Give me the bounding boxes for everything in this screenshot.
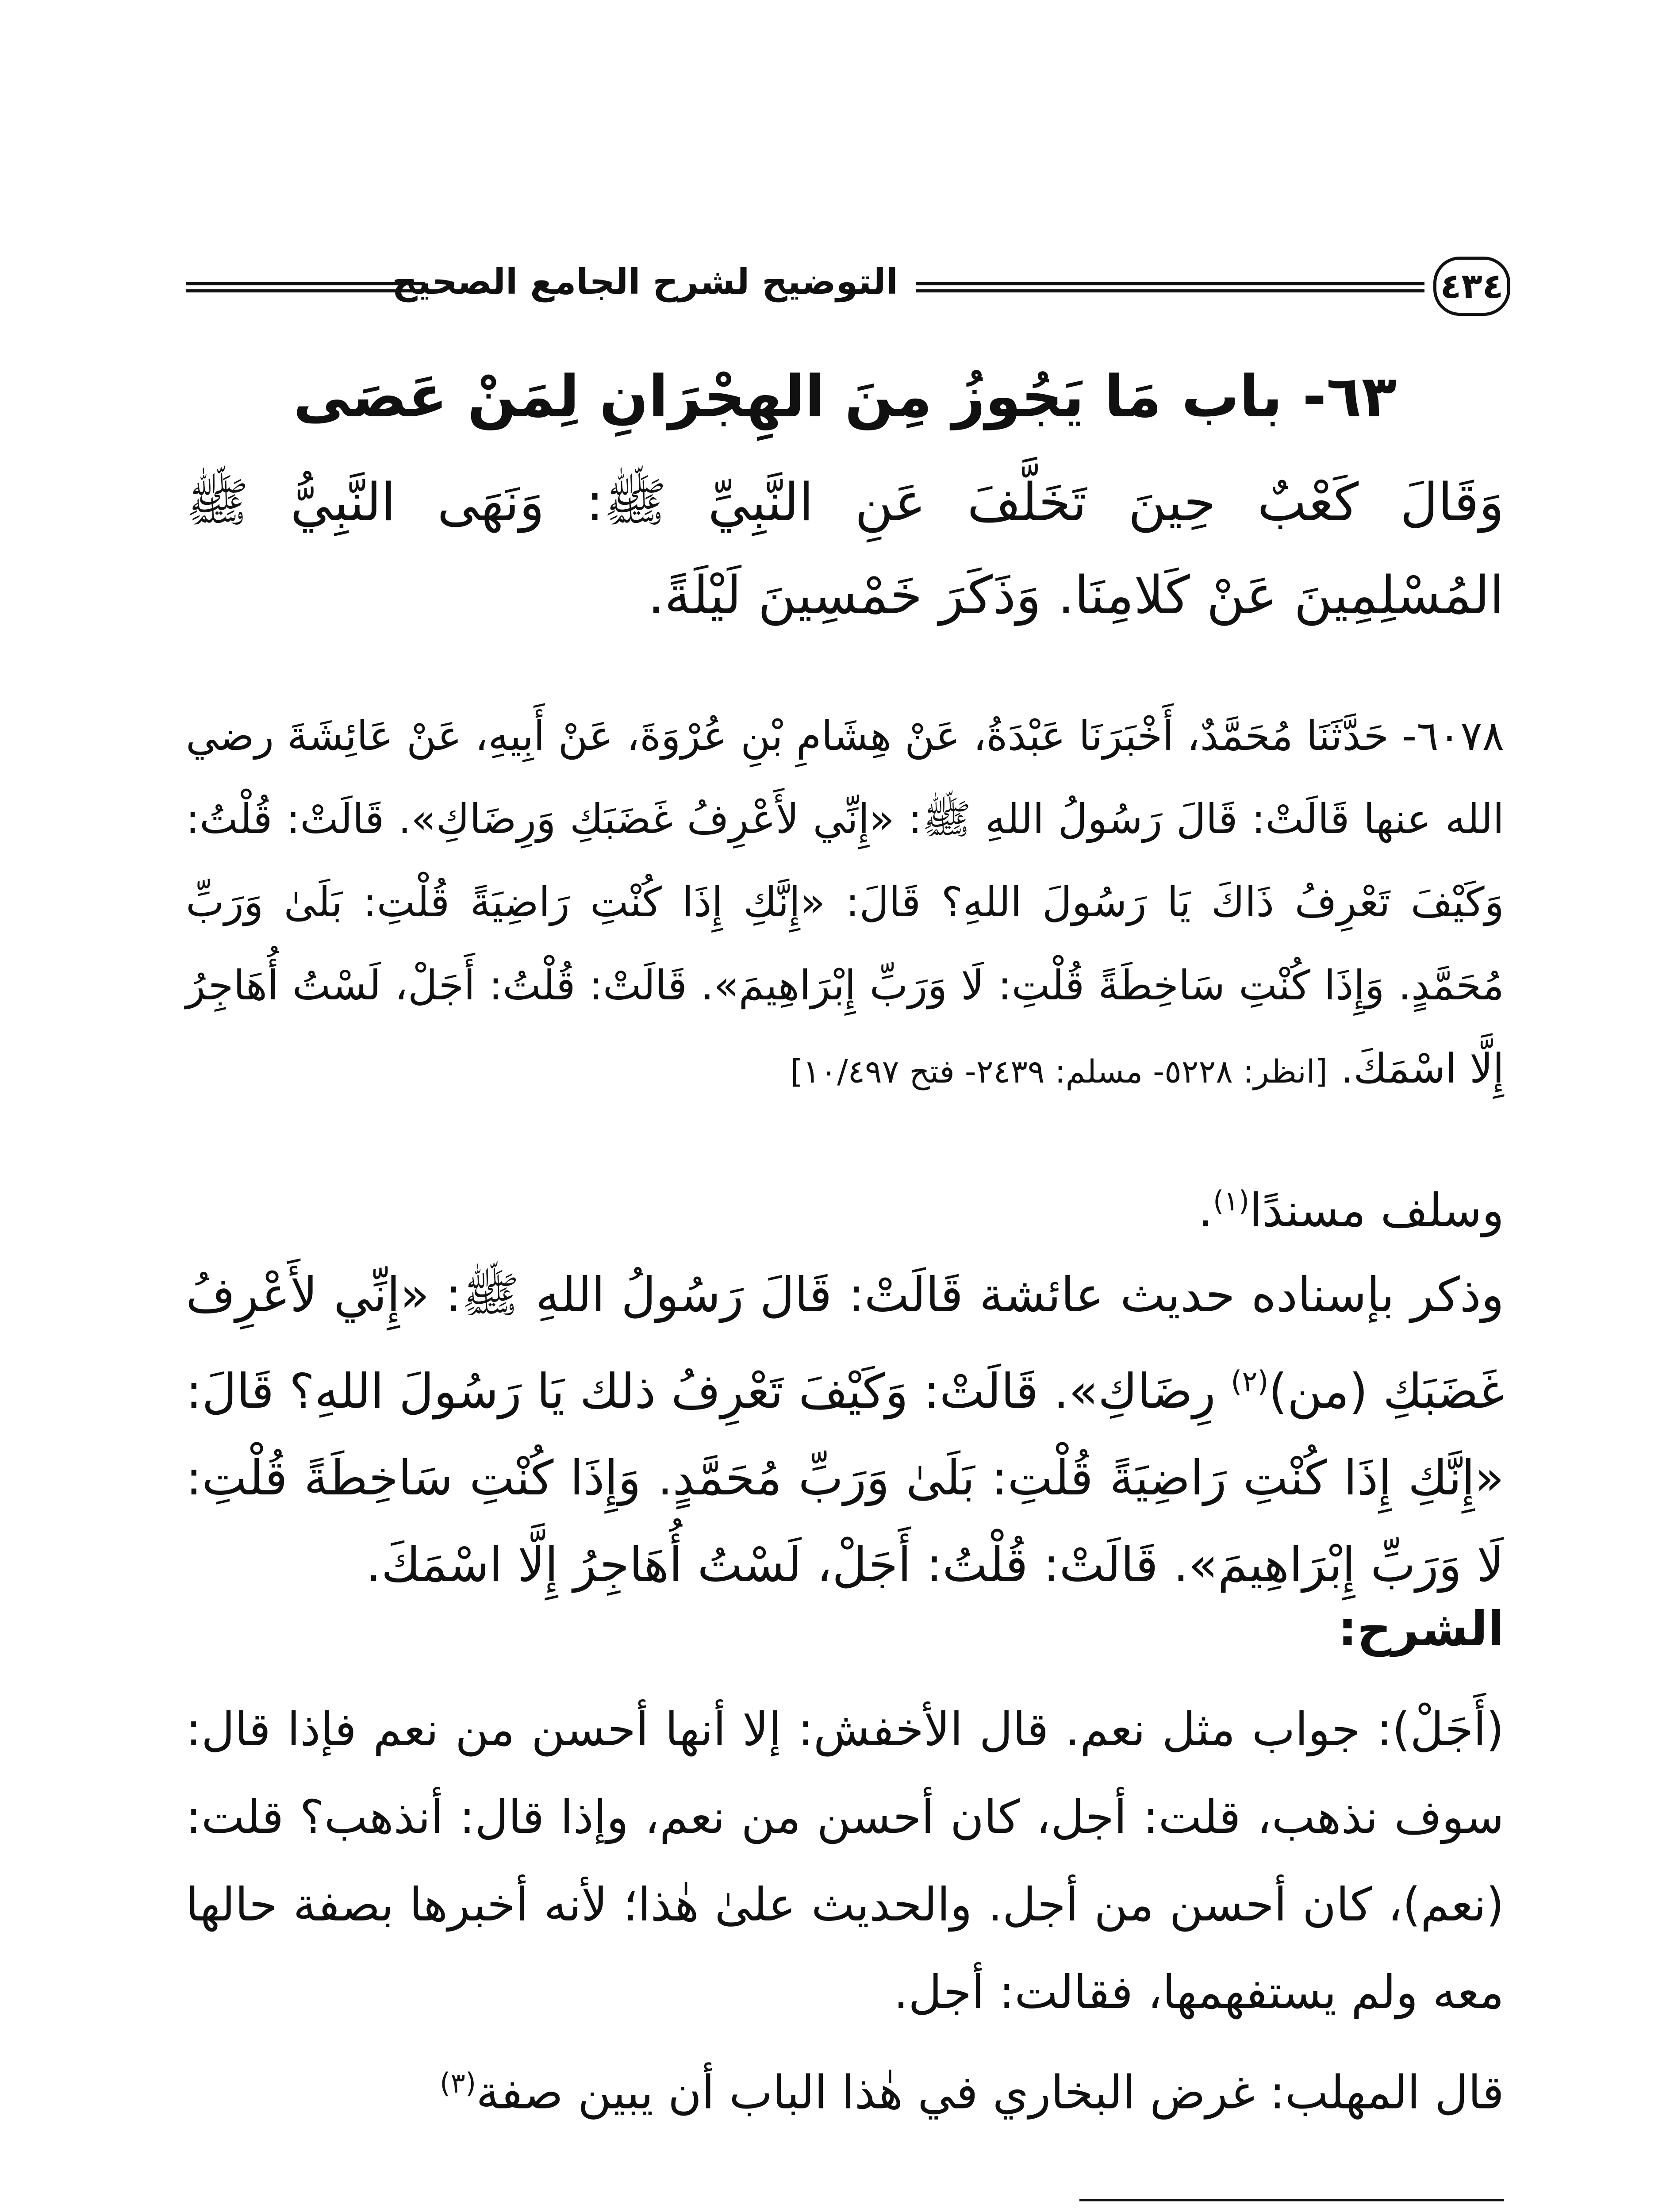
muhallab-paragraph — [186, 2039, 1504, 2136]
page-number: ٤٣٤ — [1433, 257, 1510, 316]
salaf-end: . — [1198, 1183, 1213, 1237]
running-header — [186, 257, 1504, 319]
sharh-paragraph: (أَجَلْ): جواب مثل نعم. قال الأخفش: إلا أنها أحسن من نعم فإذا قال: سوف نذهب، قلت: أجل، كان أحسن من نعم، وإذا قال: أنذهب؟ قلت: (نعم)، كان أحسن من أجل. والحديث علىٰ هٰذا؛ لأنه أخبرها بصفة حالها معه ولم يستفهمها، فقالت: أجل. — [186, 1702, 1504, 2019]
header-rule-right — [916, 282, 1424, 292]
hadith-text: ٦٠٧٨- حَدَّثَنَا مُحَمَّدٌ، أَخْبَرَنَا عَبْدَةُ، عَنْ هِشَامِ بْنِ عُرْوَةَ، عَنْ أَبِيهِ، عَنْ عَائِشَةَ رضي الله عنها قَالَتْ: قَالَ رَسُولُ اللهِ ﷺ: «إِنِّي لأَعْرِفُ غَضَبَكِ وَرِضَاكِ». قَالَتْ: قُلْتُ: وَكَيْفَ تَعْرِفُ ذَاكَ يَا رَسُولَ اللهِ؟ قَالَ: «إِنَّكِ إِذَا كُنْتِ رَاضِيَةً قُلْتِ: بَلَىٰ وَرَبِّ مُحَمَّدٍ. وَإِذَا كُنْتِ سَاخِطَةً قُلْتِ: لَا وَرَبِّ إِبْرَاهِيمَ». قَالَتْ: قُلْتُ: أَجَلْ، لَسْتُ أُهَاجِرُ إِلَّا اسْمَكَ. — [186, 712, 1504, 1092]
dhikr-text-2: رِضَاكِ». قَالَتْ: وَكَيْفَ تَعْرِفُ ذلك يَا رَسُولَ اللهِ؟ قَالَ: «إِنَّكِ إِذَا كُنْتِ رَاضِيَةً قُلْتِ: بَلَىٰ وَرَبِّ مُحَمَّدٍ. وَإِذَا كُنْتِ سَاخِطَةً قُلْتِ: لَا وَرَبِّ إِبْرَاهِيمَ». قَالَتْ: قُلْتُ: أَجَلْ، لَسْتُ أُهَاجِرُ إِلَّا اسْمَكَ. — [186, 1364, 1504, 1593]
header-rule-left — [186, 282, 425, 292]
sharh-heading: الشرح: — [1338, 1601, 1504, 1657]
footnote-marker-1: (١) — [1213, 1185, 1250, 1217]
muhallab-text: قال المهلب: غرض البخاري في هٰذا الباب أن يبين صفة — [476, 2065, 1504, 2120]
footnote-divider — [1079, 2199, 1504, 2201]
dhikr-paragraph — [186, 1252, 1504, 1609]
chapter-intro: وَقَالَ كَعْبٌ حِينَ تَخَلَّفَ عَنِ النَّبِيِّ ﷺ: وَنَهَى النَّبِيُّ ﷺ المُسْلِمِينَ عَنْ كَلامِنَا. وَذَكَرَ خَمْسِينَ لَيْلَةً. — [186, 472, 1504, 626]
hadith-reference: [انظر: ٥٢٢٨- مسلم: ٢٤٣٩- فتح ١٠/٤٩٧] — [790, 1053, 1328, 1090]
chapter-title: ٦٣- باب مَا يَجُوزُ مِنَ الهِجْرَانِ لِمَنْ عَصَى — [293, 363, 1397, 430]
book-title: التوضيح لشرح الجامع الصحيح — [392, 261, 898, 302]
dhikr-text-1: وذكر بإسناده حديث عائشة قَالَتْ: قَالَ رَسُولُ اللهِ ﷺ: «إِنِّي لأَعْرِفُ غَضَبَكِ (من) — [186, 1267, 1505, 1419]
salaf-note — [186, 1159, 1504, 1252]
footnote-marker-3: (٣) — [440, 2067, 476, 2099]
footnote-marker-2: (٢) — [1231, 1365, 1269, 1398]
salaf-text: وسلف مسندًا — [1249, 1183, 1504, 1237]
hadith-block — [186, 695, 1504, 1113]
